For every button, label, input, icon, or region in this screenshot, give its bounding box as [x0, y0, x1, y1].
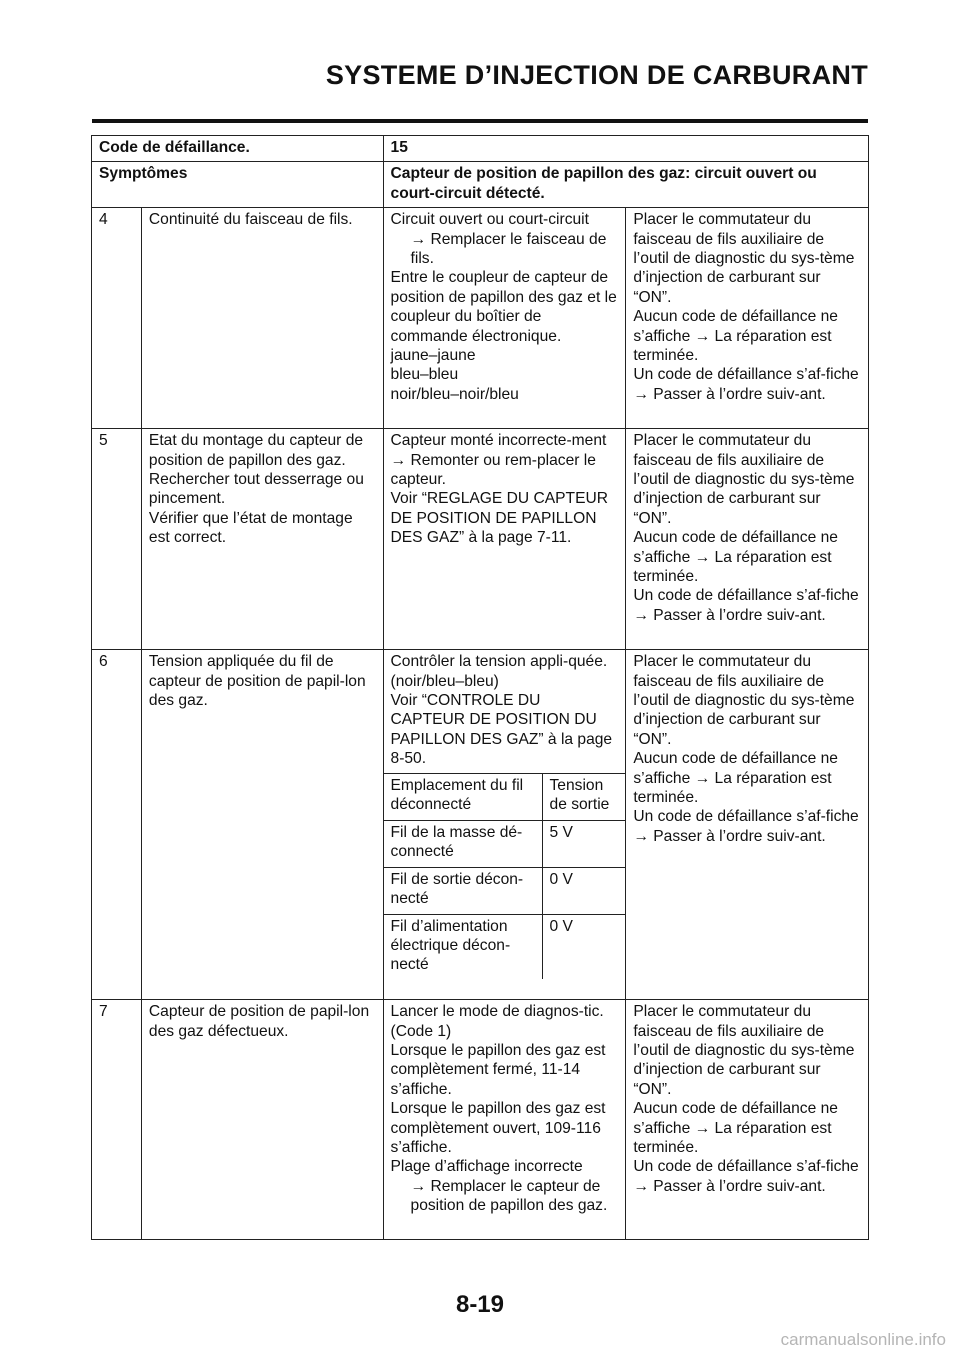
- result-line: Aucun code de défaillance ne s’affiche → La réparation est terminée.: [633, 308, 838, 365]
- step-item: [141, 429, 383, 650]
- diagnostic-table: [91, 135, 869, 1240]
- subtable-voltage: 5 V: [542, 820, 625, 867]
- page-title: SYSTEME D’INJECTION DE CARBURANT: [325, 60, 868, 90]
- result-line: Un code de défaillance s’af-fiche → Passer à l’ordre suiv-ant.: [633, 808, 859, 845]
- watermark: carmanualsonline.info: [780, 1330, 946, 1349]
- action-line: Voir “CONTROLE DU CAPTEUR DE POSITION DU PAPILLON DES GAZ” à la page 8-50.: [390, 692, 613, 768]
- step-item: [141, 208, 383, 429]
- step-row-7: [92, 1000, 869, 1240]
- item-line: Rechercher tout desserrage ou pincement.: [148, 471, 364, 508]
- step-number: 5: [92, 429, 142, 650]
- step-row-4: [92, 208, 869, 429]
- action-line: Voir “REGLAGE DU CAPTEUR DE POSITION DE PAPILLON DES GAZ” à la page 7-11.: [390, 490, 609, 547]
- action-line: Plage d’affichage incorrecte: [390, 1158, 583, 1176]
- item-line: Capteur de position de papil-lon des gaz défectueux.: [148, 1003, 370, 1040]
- subtable-row: [384, 867, 626, 914]
- step-action: [383, 650, 626, 1000]
- subtable-row: [384, 820, 626, 867]
- code-label: Code de défaillance.: [92, 136, 384, 162]
- step-result: [626, 650, 869, 1000]
- step-number: 6: [92, 650, 142, 1000]
- step-item: [141, 1000, 383, 1240]
- item-line: Tension appliquée du fil de capteur de position de papil-lon des gaz.: [148, 653, 366, 710]
- step-row-5: [92, 429, 869, 650]
- item-line: Etat du montage du capteur de position de papillon des gaz.: [148, 432, 364, 469]
- item-line: Vérifier que l’état de montage est correct.: [148, 509, 353, 547]
- action-line: → Remplacer le faisceau de fils.: [410, 230, 607, 268]
- symptoms-label: Symptômes: [92, 162, 384, 208]
- subtable-location: Fil d’alimentation électrique décon-necté: [384, 914, 543, 979]
- action-line: Lancer le mode de diagnos-tic. (Code 1): [390, 1003, 604, 1040]
- subtable-header-location: Emplacement du fil déconnecté: [384, 773, 543, 820]
- action-line: noir/bleu–noir/bleu: [390, 385, 519, 403]
- action-line: Capteur monté incorrecte-ment → Remonter ou rem-placer le capteur.: [390, 432, 607, 489]
- result-line: Placer le commutateur du faisceau de fils auxiliaire de l’outil de diagnostic du sys-tème d’injection de carburant sur “ON”.: [633, 653, 855, 748]
- symptoms-row: [92, 162, 869, 208]
- title-rule: [92, 119, 868, 123]
- result-line: Un code de défaillance s’af-fiche → Passer à l’ordre suiv-ant.: [633, 366, 859, 403]
- action-line: Circuit ouvert ou court-circuit: [390, 211, 589, 229]
- result-line: Aucun code de défaillance ne s’affiche → La réparation est terminée.: [633, 529, 838, 586]
- step-number: 4: [92, 208, 142, 429]
- result-line: Un code de défaillance s’af-fiche → Passer à l’ordre suiv-ant.: [633, 1158, 859, 1195]
- action-line: Lorsque le papillon des gaz est complètement ouvert, 109-116 s’affiche.: [390, 1100, 606, 1157]
- action-line: Lorsque le papillon des gaz est complètement fermé, 11-14 s’affiche.: [390, 1042, 606, 1098]
- subtable-header: [384, 773, 626, 820]
- subtable-header-voltage: Tension de sortie: [542, 773, 625, 820]
- result-line: Aucun code de défaillance ne s’affiche → La réparation est terminée.: [633, 1100, 838, 1157]
- subtable-row: [384, 914, 626, 979]
- voltage-subtable: [384, 773, 626, 979]
- step-action: [383, 208, 626, 429]
- subtable-voltage: 0 V: [542, 914, 625, 979]
- step-number: 7: [92, 1000, 142, 1240]
- step-result: [626, 429, 869, 650]
- code-row: [92, 136, 869, 162]
- code-value: 15: [383, 136, 868, 162]
- step-action: [383, 1000, 626, 1240]
- subtable-location: Fil de sortie décon-necté: [384, 867, 543, 914]
- subtable-location: Fil de la masse dé-connecté: [384, 820, 543, 867]
- step-action: [383, 429, 626, 650]
- action-text: [384, 650, 626, 772]
- result-line: Placer le commutateur du faisceau de fils auxiliaire de l’outil de diagnostic du sys-tème d’injection de carburant sur “ON”.: [633, 1003, 855, 1098]
- action-line: (noir/bleu–bleu): [390, 672, 499, 690]
- action-line: jaune–jaune: [390, 347, 476, 365]
- result-line: Placer le commutateur du faisceau de fils auxiliaire de l’outil de diagnostic du sys-tème d’injection de carburant sur “ON”.: [633, 211, 855, 306]
- result-line: Un code de défaillance s’af-fiche → Passer à l’ordre suiv-ant.: [633, 587, 859, 624]
- item-line: Continuité du faisceau de fils.: [148, 211, 353, 229]
- result-line: Placer le commutateur du faisceau de fils auxiliaire de l’outil de diagnostic du sys-tème d’injection de carburant sur “ON”.: [633, 432, 855, 527]
- page-number: 8-19: [455, 1291, 505, 1318]
- step-row-6: [92, 650, 869, 1000]
- action-line: → Remplacer le capteur de position de papillon des gaz.: [410, 1177, 608, 1215]
- action-line: Contrôler la tension appli-quée.: [390, 653, 608, 671]
- result-line: Aucun code de défaillance ne s’affiche → La réparation est terminée.: [633, 750, 838, 807]
- action-line: Entre le coupleur de capteur de position de papillon des gaz et le coupleur du boîtier de commande électronique.: [390, 269, 617, 345]
- step-result: [626, 1000, 869, 1240]
- step-result: [626, 208, 869, 429]
- action-line: bleu–bleu: [390, 366, 459, 384]
- symptoms-value: Capteur de position de papillon des gaz: circuit ouvert ou court-circuit détecté.: [383, 162, 868, 208]
- subtable-voltage: 0 V: [542, 867, 625, 914]
- step-item: [141, 650, 383, 1000]
